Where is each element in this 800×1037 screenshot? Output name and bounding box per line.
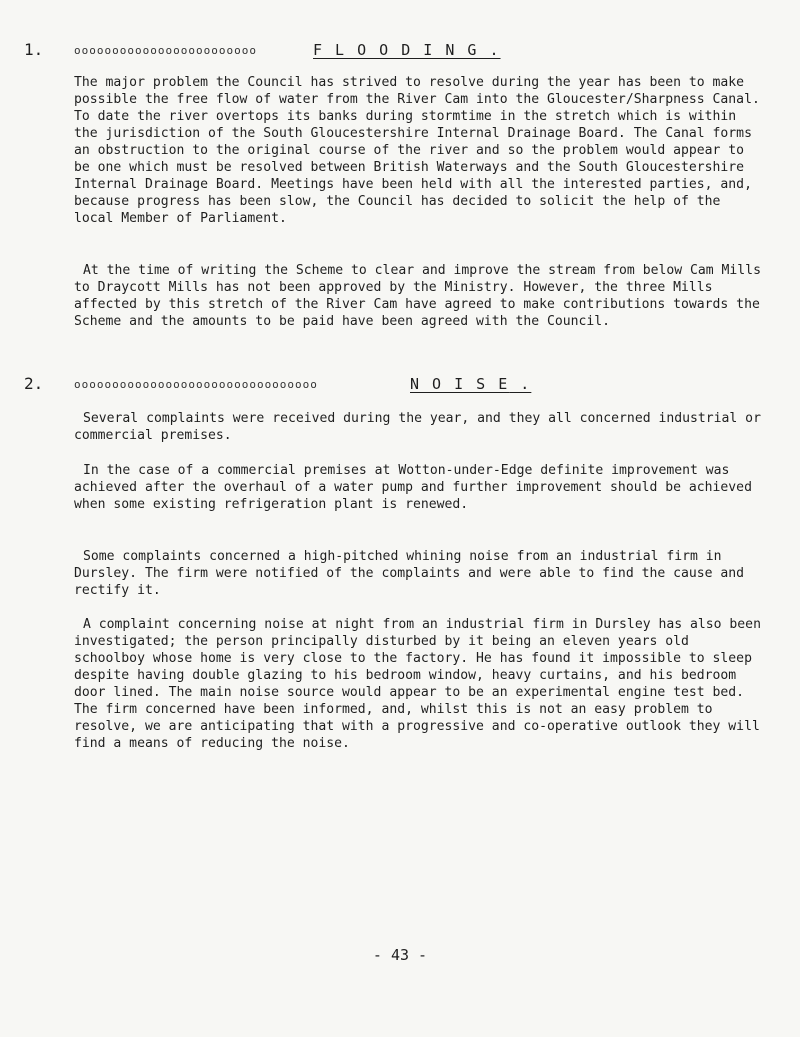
dot-leader: oooooooooooooooooooooooo	[74, 44, 257, 57]
section-number: 2.	[24, 374, 44, 393]
section-title: F L O O D I N G .	[313, 41, 501, 59]
dot-leader: oooooooooooooooooooooooooooooooo	[74, 378, 318, 391]
section-heading-noise	[0, 372, 800, 396]
paragraph: A complaint concerning noise at night from an industrial firm in Dursley has also been investigated; the person principally disturbed by it being an eleven years old schoolboy whose home is very close to the factory. He has found it impossible to sleep despite having double glazing to his bedroom window, heavy curtains, and his bedroom door lined. The main noise source would appear to be an experimental engine test bed. The firm concerned have been informed, and, whilst this is not an easy problem to resolve, we are anticipating that with a progressive and co-operative outlook they will find a means of reducing the noise.	[74, 617, 761, 751]
section-title: N O I S E .	[410, 375, 531, 393]
section-heading-flooding	[0, 38, 800, 62]
paragraph: In the case of a commercial premises at Wotton-under-Edge definite improvement was achieved after the overhaul of a water pump and further improvement should be achieved when some existing refrigeration plant is renewed.	[74, 463, 752, 512]
section-number: 1.	[24, 40, 44, 59]
paragraph: Several complaints were received during the year, and they all concerned industrial or commercial premises.	[74, 411, 761, 443]
page-number: - 43 -	[372, 946, 428, 964]
paragraph: Some complaints concerned a high-pitched whining noise from an industrial firm in Dursley. The firm were notified of the complaints and were able to find the cause and rectify it.	[74, 549, 745, 598]
paragraph: The major problem the Council has strived to resolve during the year has been to make possible the free flow of water from the River Cam into the Gloucester/Sharpness Canal. To date the river overtops its banks during stormtime in the stretch which is within the jurisdiction of the South Gloucestershire Internal Drainage Board. The Canal forms an obstruction to the original course of the river and so the problem would appear to be one which must be resolved between British Waterways and the South Gloucestershire Internal Drainage Board. Meetings have been held with all the interested parties, and, because progress has been slow, the Council has decided to solicit the help of the local Member of Parliament.	[74, 75, 760, 226]
paragraph: At the time of writing the Scheme to clear and improve the stream from below Cam Mills to Draycott Mills has not been approved by the Ministry. However, the three Mills affected by this stretch of the River Cam have agreed to make contributions towards the Scheme and the amounts to be paid have been agreed with the Council.	[74, 263, 761, 329]
